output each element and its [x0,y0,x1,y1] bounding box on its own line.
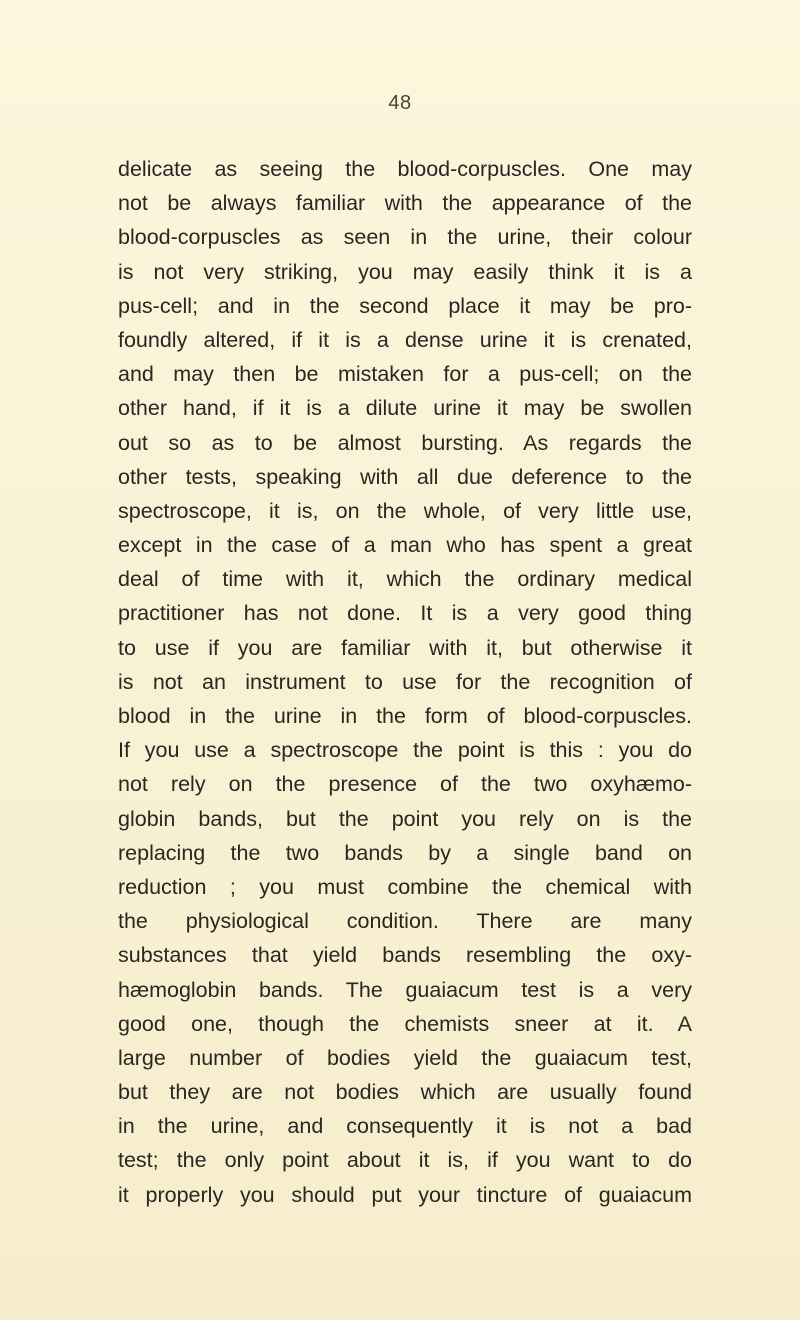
text-line: in the urine, and consequently it is not a bad [118,1114,692,1139]
text-line: delicate as seeing the blood-corpuscles. One may [118,157,692,181]
text-line: other tests, speaking with all due deference to the [118,464,692,489]
text-line: large number of bodies yield the guaiacum test, [118,1045,692,1070]
text-line: reduction ; you must combine the chemical with [118,874,692,899]
text-line: not be always familiar with the appearance of the [118,191,692,216]
body-text [118,152,692,1212]
text-line: test; the only point about it is, if you want to do [118,1148,692,1173]
text-line: but they are not bodies which are usually found [118,1080,692,1105]
text-line: foundly altered, if it is a dense urine it is crenated, [118,327,692,352]
text-line: is not an instrument to use for the recognition of [118,669,692,694]
text-line: substances that yield bands resembling the oxy- [118,943,692,968]
text-line: replacing the two bands by a single band on [118,840,692,865]
text-line: globin bands, but the point you rely on is the [118,806,692,831]
text-line: pus-cell; and in the second place it may be pro- [118,293,692,318]
text-line: and may then be mistaken for a pus-cell; on the [118,362,692,387]
text-line: blood-corpuscles as seen in the urine, their colour [118,225,692,250]
page-number: 48 [388,92,412,114]
text-line: deal of time with it, which the ordinary medical [118,567,692,592]
text-line: the physiological condition. There are many [118,909,692,934]
text-line: hæmoglobin bands. The guaiacum test is a very [118,977,692,1002]
text-line: not rely on the presence of the two oxyhæmo- [118,772,692,797]
text-line: other hand, if it is a dilute urine it may be swollen [118,396,692,421]
text-line: practitioner has not done. It is a very good thing [118,601,692,626]
text-line: to use if you are familiar with it, but otherwise it [118,635,692,660]
text-line: If you use a spectroscope the point is this : you do [118,738,692,763]
text-line: is not very striking, you may easily think it is a [118,259,692,284]
text-line: blood in the urine in the form of blood-corpuscles. [118,704,692,728]
text-line: good one, though the chemists sneer at it. A [118,1011,692,1036]
text-line: spectroscope, it is, on the whole, of very little use, [118,498,692,523]
text-line: out so as to be almost bursting. As regards the [118,430,692,455]
text-line: except in the case of a man who has spent a great [118,533,692,558]
text-line: it properly you should put your tincture of guaiacum [118,1182,692,1207]
